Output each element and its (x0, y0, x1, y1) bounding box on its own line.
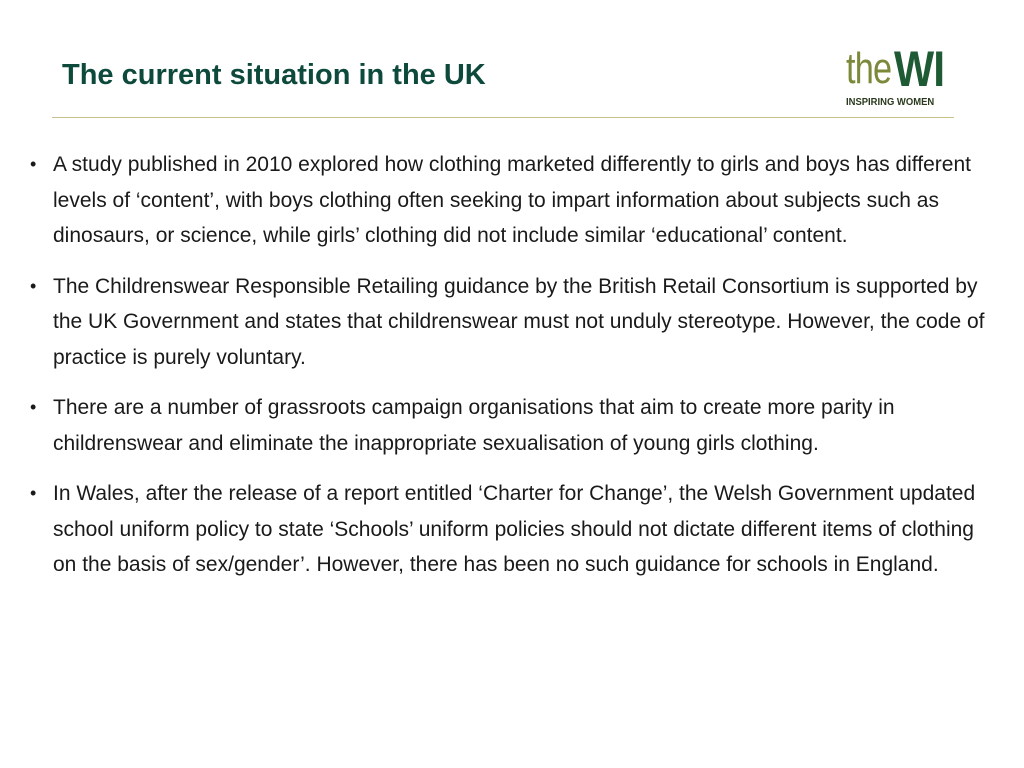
bullet-dot-icon: • (30, 275, 37, 296)
bullet-item (30, 476, 990, 583)
bullet-item (30, 147, 990, 254)
bullet-dot-icon: • (30, 154, 37, 174)
bullet-item (30, 390, 990, 461)
bullet-item (30, 269, 990, 376)
bullet-list (30, 147, 990, 598)
wi-logo (838, 40, 946, 118)
title-divider (52, 117, 954, 118)
slide-title: The current situation in the UK (62, 59, 486, 91)
logo-the-text: the (846, 44, 892, 93)
bullet-dot-icon: • (30, 483, 37, 503)
logo-wi-text: WI (894, 41, 945, 97)
bullet-text: A study published in 2010 explored how clothing marketed differently to girls and boys has different levels of ‘content’, with boys clothing often seeking to impart information about subjects such as dinosaurs, or science, while girls’ clothing did not include similar ‘educational’ content. (53, 153, 971, 247)
logo-tagline: INSPIRING WOMEN (846, 96, 935, 108)
bullet-text: The Childrenswear Responsible Retailing guidance by the British Retail Consortium is supported by the UK Government and states that childrenswear must not unduly stereotype. However, the code of practice is purely voluntary. (53, 274, 985, 369)
bullet-text: There are a number of grassroots campaign organisations that aim to create more parity in childrenswear and eliminate the inappropriate sexualisation of young girls clothing. (53, 396, 895, 455)
bullet-text: In Wales, after the release of a report entitled ‘Charter for Change’, the Welsh Government updated school uniform policy to state ‘Schools’ uniform policies should not dictate different items of clothing on the basis of sex/gender’. However, there has been no such guidance for schools in England. (53, 482, 976, 576)
bullet-dot-icon: • (30, 397, 37, 417)
